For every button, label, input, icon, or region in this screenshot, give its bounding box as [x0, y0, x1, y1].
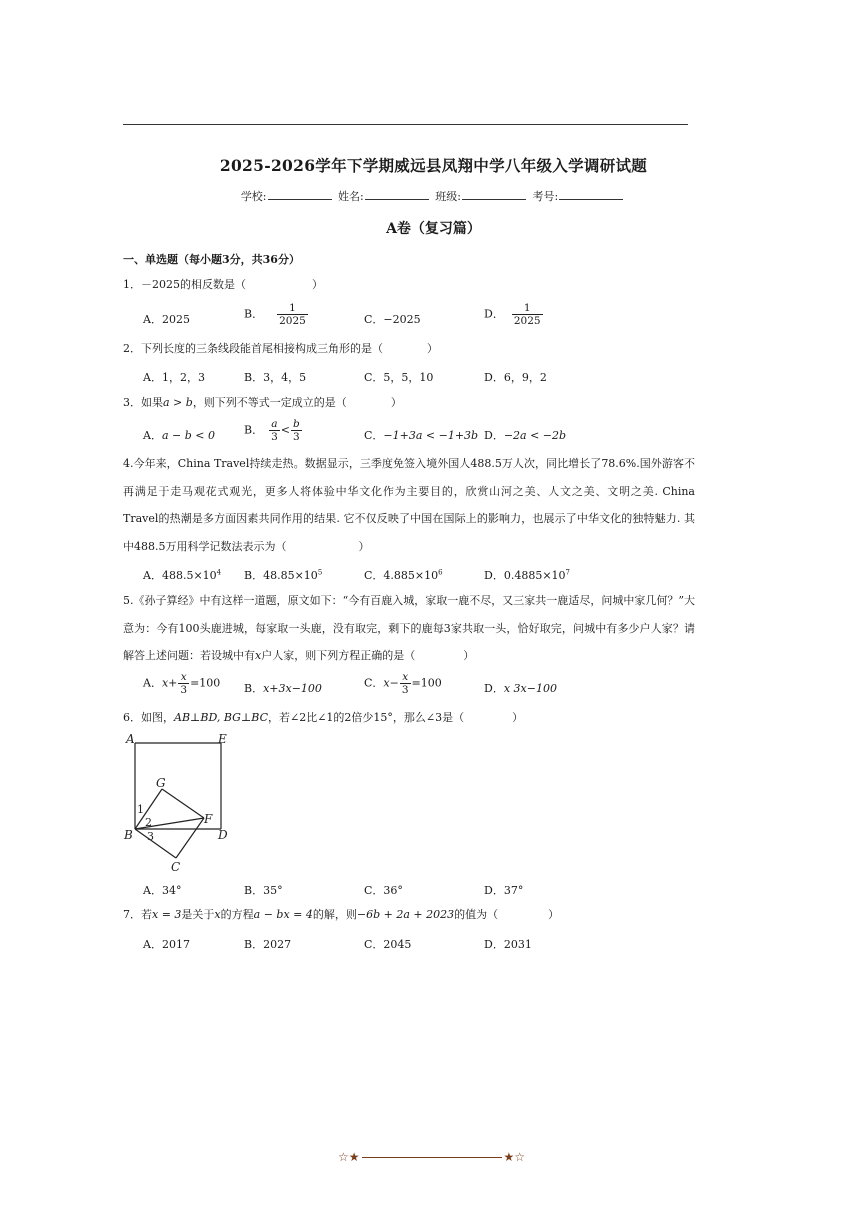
school-label: 学校:	[240, 190, 267, 203]
page-title: 2025-2026学年下学期威远县凤翔中学八年级入学调研试题	[219, 156, 648, 175]
question-4-text: 4.今年来，China Travel持续走热。数据显示，三季度免签入境外国人488.5万人次，同比增长了78.6%.国外游客不再满足于走马观花式观光，更多人将体验中华文化作为主要目的，欣赏山河之美、人文之美、文明之美. China Travel的热潮是多方面因素共同作用的结果. 它不仅反映了中国在国际上的影响力，也展示了中华文化的独特魅力. 其中488.5万用科学记数法表示为（ ）	[123, 457, 695, 553]
student-info-line	[0, 188, 867, 204]
q6-option-b[interactable]: B．35°	[244, 884, 283, 897]
q7-option-c[interactable]: C．2045	[364, 938, 412, 951]
q1-option-c[interactable]: C．−2025	[364, 313, 421, 326]
page-footer	[338, 1150, 525, 1164]
q1-option-d[interactable]: D． $\frac{1}{2025}$	[484, 302, 541, 327]
question-5-text: 5.《孙子算经》中有这样一道题，原文如下：“今有百鹿入城，家取一鹿不尽，又三家共一鹿适尽，问城中家几何？”大意为：今有100头鹿进城，每家取一头鹿，没有取完，剩下的鹿每3家共取一头，恰好取完，问城中有多少户人家？请解答上述问题：若设城中有x户人家，则下列方程正确的是（ ）	[123, 594, 695, 662]
q4-option-b[interactable]: B．$48.85\times 10^5$	[244, 568, 323, 582]
volume-heading: A卷（复习篇）	[386, 221, 481, 237]
footer-star-right: ★☆	[503, 1150, 526, 1164]
q5-option-a[interactable]: A．x+ $\frac{x}{3}$ =100	[143, 671, 221, 696]
label-a: A	[126, 732, 135, 746]
section-heading: 一、单选题（每小题3分，共36分）	[123, 253, 300, 266]
segment-cb	[135, 829, 176, 858]
class-blank[interactable]	[462, 189, 526, 200]
label-b: B	[124, 828, 133, 842]
q5-option-c[interactable]: C．x− $\frac{x}{3}$ =100	[364, 671, 442, 696]
q3-option-c[interactable]: C．−1+3a < −1+3b	[364, 429, 479, 442]
q3-option-b[interactable]: B． $\frac{a}{3}$ < $\frac{b}{3}$	[244, 418, 300, 443]
exam-no-label: 考号:	[532, 190, 559, 203]
question-3-stem: 3．如果a > b，则下列不等式一定成立的是（ ）	[123, 396, 402, 409]
q3-option-d[interactable]: D．−2a < −2b	[484, 429, 567, 442]
q7-option-b[interactable]: B．2027	[244, 938, 292, 951]
angle-1-label: 1	[137, 803, 144, 816]
question-1-stem: 1．－2025的相反数是（ ）	[123, 278, 323, 291]
label-e: E	[218, 732, 227, 746]
q4-option-d[interactable]: D．$0.4885\times 10^7$	[484, 568, 570, 582]
q5-option-d[interactable]: D．x 3x−100	[484, 682, 557, 695]
q7-option-a[interactable]: A．2017	[143, 938, 190, 951]
class-label: 班级:	[435, 190, 461, 203]
q1-option-a[interactable]: A．2025	[143, 313, 190, 326]
question-2-stem: 2．下列长度的三条线段能首尾相接构成三角形的是（ ）	[123, 342, 438, 355]
label-f: F	[204, 812, 213, 826]
q4-option-a[interactable]: A．$488.5\times 10^4$	[143, 568, 222, 582]
label-c: C	[171, 860, 181, 874]
name-label: 姓名:	[338, 190, 364, 203]
q5-option-b[interactable]: B．x+3x−100	[244, 682, 322, 695]
footer-star-left: ☆★	[338, 1150, 360, 1164]
segment-gf	[162, 789, 204, 818]
question-7-stem: 7．若x = 3是关于x的方程a − bx = 4的解，则−6b + 2a + 2023的值为（ ）	[123, 908, 560, 921]
geometry-figure	[122, 731, 237, 876]
q2-option-d[interactable]: D．6，9，2	[484, 371, 547, 384]
q6-option-d[interactable]: D．37°	[484, 884, 524, 897]
label-g: G	[156, 776, 166, 790]
school-blank[interactable]	[268, 189, 332, 200]
top-rule	[123, 124, 688, 125]
footer-line	[362, 1157, 502, 1158]
q6-option-c[interactable]: C．36°	[364, 884, 403, 897]
q4-option-c[interactable]: C．$4.885\times 10^6$	[364, 568, 443, 582]
angle-2-label: 2	[145, 816, 152, 829]
label-d: D	[218, 828, 228, 842]
q2-option-b[interactable]: B．3，4，5	[244, 371, 307, 384]
q7-option-d[interactable]: D．2031	[484, 938, 532, 951]
exam-no-blank[interactable]	[559, 189, 623, 200]
q6-option-a[interactable]: A．34°	[143, 884, 182, 897]
q1-option-b[interactable]: B． $\frac{1}{2025}$	[244, 302, 306, 327]
q3-option-a[interactable]: A．a − b < 0	[143, 429, 215, 442]
q2-option-a[interactable]: A．1，2，3	[143, 371, 205, 384]
name-blank[interactable]	[365, 189, 429, 200]
q2-option-c[interactable]: C．5，5，10	[364, 371, 434, 384]
question-6-stem: 6．如图，AB⊥BD, BG⊥BC，若∠2比∠1的2倍少15°，那么∠3是（ ）	[123, 711, 524, 724]
angle-3-label: 3	[147, 830, 154, 843]
segment-fc	[176, 818, 204, 858]
